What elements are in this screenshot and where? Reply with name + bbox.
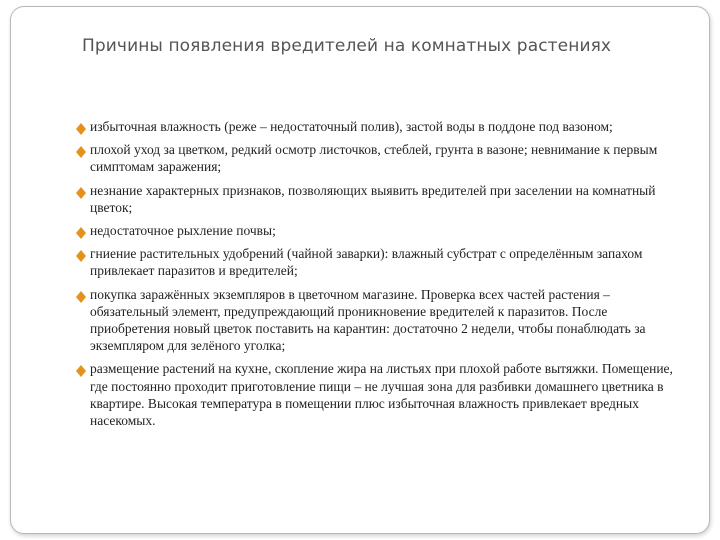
diamond-bullet-icon [76, 291, 86, 297]
list-item [74, 182, 682, 216]
list-item-text: покупка заражённых экземпляров в цветочном магазине. Проверка всех частей растения – обязательный элемент, предупреждающий проникновение вредителей к паразитов. После приобретения новый цветок поставить на карантин: достаточно 2 недели, чтобы понаблюдать за экземпляром для зелёного уголка; [90, 286, 646, 354]
list-item [74, 286, 682, 355]
list-item-text: незнание характерных признаков, позволяющих выявить вредителей при заселении на комнатный цветок; [90, 182, 656, 215]
list-item [74, 118, 682, 135]
bullet-list [74, 118, 682, 435]
diamond-bullet-icon [76, 187, 86, 193]
diamond-bullet-icon [76, 365, 86, 371]
list-item [74, 245, 682, 279]
list-item-text: размещение растений на кухне, скопление жира на листьях при плохой работе вытяжки. Помещение, где постоянно проходит приготовление пищи – не лучшая зона для разбивки домашнего цветника в квартире. Высокая температура в помещении плюс избыточная влажность привлекает вредных насекомых. [90, 361, 673, 429]
diamond-bullet-icon [76, 146, 86, 152]
list-item-text: недостаточное рыхление почвы; [90, 223, 276, 239]
diamond-bullet-icon [76, 250, 86, 256]
slide-title: Причины появления вредителей на комнатных растениях [82, 36, 612, 56]
list-item [74, 222, 682, 239]
diamond-bullet-icon [76, 123, 86, 129]
diamond-bullet-icon [76, 227, 86, 233]
list-item-text: гниение растительных удобрений (чайной заварки): влажный субстрат с определённым запахом привлекает паразитов и вредителей; [90, 246, 643, 279]
list-item [74, 141, 682, 175]
list-item-text: плохой уход за цветком, редкий осмотр листочков, стеблей, грунта в вазоне; невнимание к первым симптомам заражения; [90, 142, 658, 175]
list-item [74, 360, 682, 429]
list-item-text: избыточная влажность (реже – недостаточный полив), застой воды в поддоне под вазоном; [90, 119, 613, 134]
